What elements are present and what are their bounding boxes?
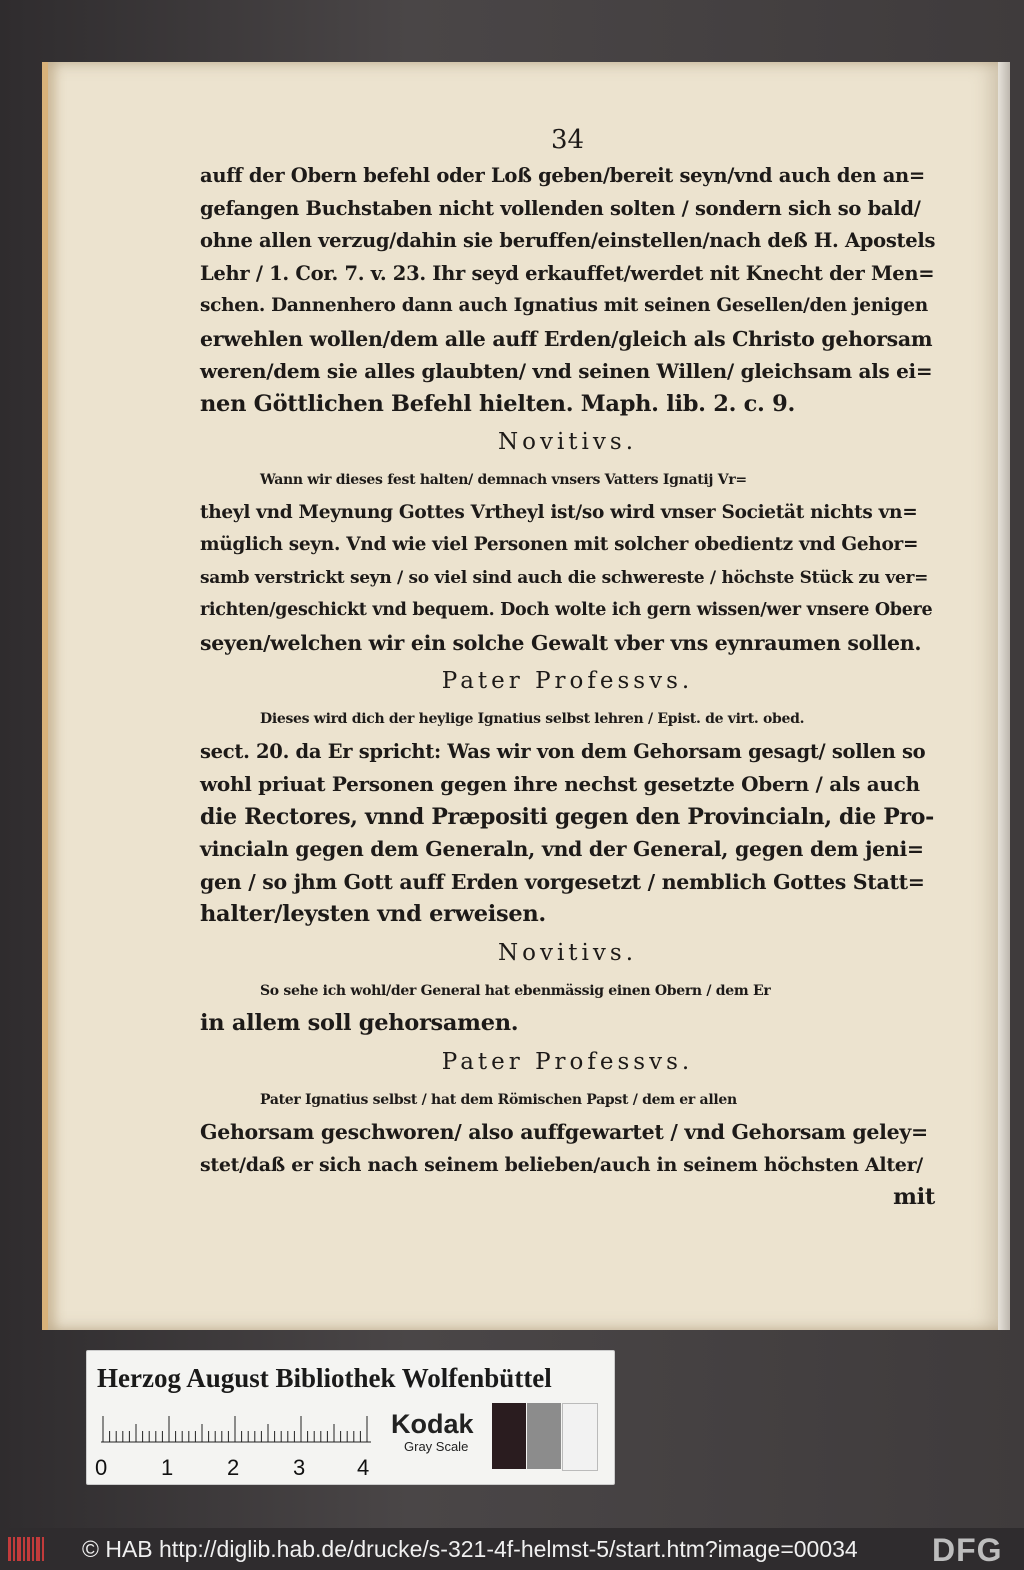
text-line: wohl priuat Personen gegen ihre nechst gesetzte Obern / als auch bbox=[200, 772, 920, 796]
dfg-logo: DFG bbox=[932, 1532, 1003, 1568]
text-line: Lehr / 1. Cor. 7. v. 23. Ihr seyd erkauffet/werdet nit Knecht der Men= bbox=[200, 261, 935, 285]
text-line: Wann wir dieses fest halten/ demnach vnsers Vatters Ignatij Vr= bbox=[260, 472, 747, 488]
page-number: 34 bbox=[550, 125, 585, 155]
text-line: sect. 20. da Er spricht: Was wir von dem Gehorsam gesagt/ sollen so bbox=[200, 739, 926, 763]
source-link[interactable]: © HAB http://diglib.hab.de/drucke/s-321-4f-helmst-5/start.htm?image=00034 bbox=[82, 1536, 858, 1562]
text-line: So sehe ich wohl/der General hat ebenmässig einen Obern / dem Er bbox=[260, 982, 771, 999]
speaker-heading: Novitivs. bbox=[497, 429, 638, 455]
ruler-number: 2 bbox=[227, 1455, 240, 1480]
speaker-heading: Novitivs. bbox=[497, 939, 638, 966]
text-line: die Rectores, vnnd Præpositi gegen den Provincialn, die Pro- bbox=[200, 803, 934, 830]
text-line: gefangen Buchstaben nicht vollenden solten / sondern sich so bald/ bbox=[200, 196, 921, 220]
ruler-number: 1 bbox=[161, 1455, 174, 1480]
text-line: müglich seyn. Vnd wie viel Personen mit solcher obedientz vnd Gehor= bbox=[200, 534, 919, 555]
viewer-footer bbox=[0, 1528, 1024, 1570]
text-line: gen / so jhm Gott auff Erden vorgesetzt / nemblich Gottes Statt= bbox=[200, 869, 925, 894]
library-name: Herzog August Bibliothek Wolfenbüttel bbox=[97, 1363, 552, 1393]
speaker-heading: Pater Professvs. bbox=[441, 1048, 694, 1075]
text-line: nen Göttlichen Befehl hielten. Maph. lib. 2. c. 9. bbox=[200, 390, 796, 417]
text-line: Pater Ignatius selbst / hat dem Römischen Papst / dem er allen bbox=[260, 1091, 737, 1108]
text-line: seyen/welchen wir ein solche Gewalt vber vns eynraumen sollen. bbox=[200, 630, 922, 655]
ruler-number: 3 bbox=[293, 1455, 306, 1480]
text-line: weren/dem sie alles glaubten/ vnd seinen Willen/ gleichsam als ei= bbox=[200, 359, 933, 383]
text-line: ohne allen verzug/dahin sie beruffen/einstellen/nach deß H. Apostels bbox=[200, 229, 936, 252]
page-text bbox=[200, 122, 935, 1214]
text-line: halter/leysten vnd erweisen. bbox=[200, 901, 546, 927]
ruler-number: 4 bbox=[357, 1455, 370, 1480]
text-line: Dieses wird dich der heylige Ignatius selbst lehren / Epist. de virt. obed. bbox=[260, 711, 805, 727]
text-line: in allem soll gehorsamen. bbox=[200, 1010, 519, 1036]
gray-swatch-mid bbox=[527, 1403, 561, 1469]
text-line: auff der Obern befehl oder Loß geben/bereit seyn/vnd auch den an= bbox=[200, 164, 925, 187]
text-line: richten/geschickt vnd bequem. Doch wolte ich gern wissen/wer vnsere Obere bbox=[200, 600, 933, 620]
ruler-numbers bbox=[95, 1455, 385, 1479]
speaker-heading: Pater Professvs. bbox=[441, 668, 694, 694]
text-line: vincialn gegen dem Generaln, vnd der General, gegen dem jeni= bbox=[200, 837, 924, 861]
ruler-number: 0 bbox=[95, 1455, 108, 1480]
text-line: schen. Dannenhero dann auch Ignatius mit seinen Gesellen/den jenigen bbox=[200, 295, 928, 316]
text-line: stet/daß er sich nach seinem belieben/auch in seinem höchsten Alter/ bbox=[200, 1153, 923, 1176]
gray-swatch-light bbox=[562, 1403, 598, 1471]
barcode-icon bbox=[6, 1534, 46, 1564]
text-line: Gehorsam geschworen/ also auffgewartet / vnd Gehorsam geley= bbox=[200, 1120, 928, 1144]
gray-scale-label: Gray Scale bbox=[404, 1439, 469, 1454]
gray-swatch-dark bbox=[492, 1403, 526, 1469]
text-line: theyl vnd Meynung Gottes Vrtheyl ist/so wird vnser Societät nichts vn= bbox=[200, 501, 918, 523]
ruler-scale bbox=[101, 1411, 371, 1443]
text-line: erwehlen wollen/dem alle auff Erden/gleich als Christo gehorsam bbox=[200, 326, 933, 351]
kodak-logo: Kodak bbox=[391, 1409, 474, 1439]
catchword: mit bbox=[893, 1184, 935, 1210]
library-color-card bbox=[86, 1350, 615, 1485]
text-line: samb verstrickt seyn / so viel sind auch die schwereste / höchste Stück zu ver= bbox=[200, 567, 929, 588]
